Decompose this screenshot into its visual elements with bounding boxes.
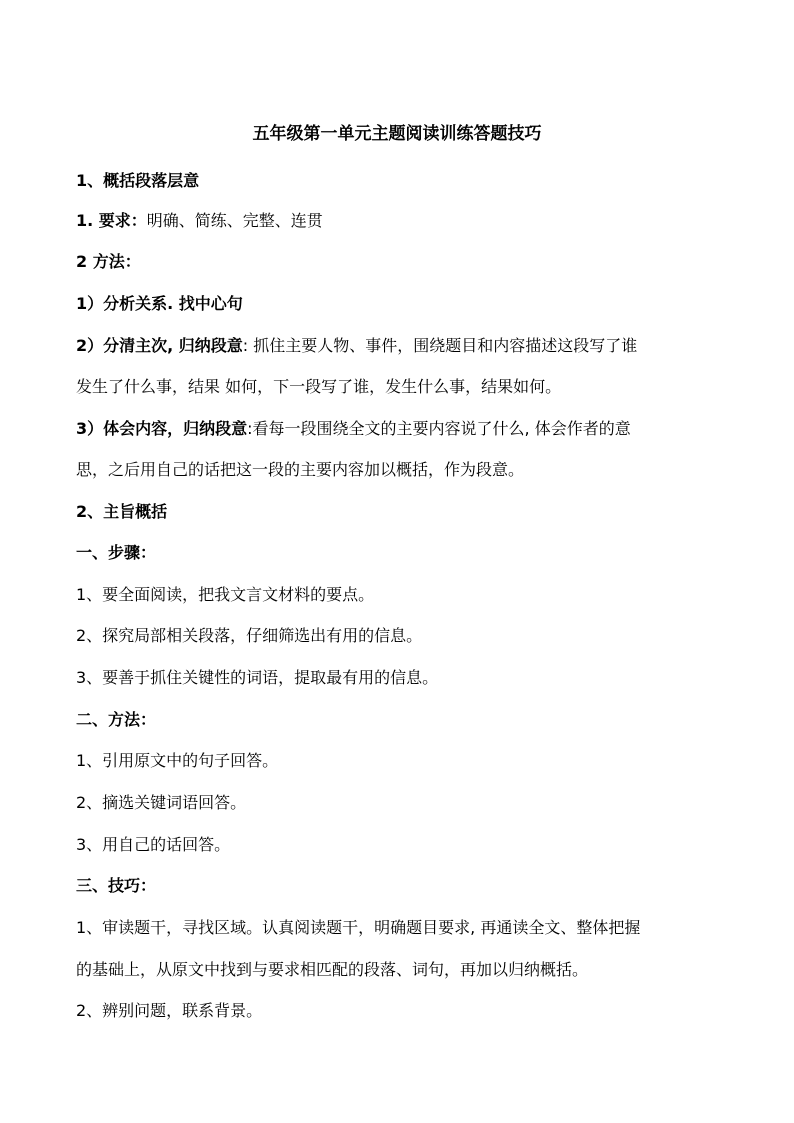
skills-heading: 三、技巧： <box>76 876 157 895</box>
method-label: 2 方法： <box>76 252 141 271</box>
method-2-line-2: 发生了什么事，结果 如何，下一段写了谁，发生什么事，结果如何。 <box>76 377 562 396</box>
methods-heading: 二、方法： <box>76 710 157 729</box>
method-3-label: 3）体会内容，归纳段意 <box>76 419 248 438</box>
skill-1-line-1: 1、审读题干，寻找区域。认真阅读题干，明确题目要求, 再通读全文、整体把握 <box>76 918 641 937</box>
method-item-1: 1、引用原文中的句子回答。 <box>76 751 279 770</box>
method-3-text-a: :看每一段围绕全文的主要内容说了什么, 体会作者的意 <box>247 419 631 438</box>
method-3-line-1 <box>76 418 726 440</box>
method-1: 1）分析关系. 找中心句 <box>76 294 243 313</box>
method-2-line-1 <box>76 335 726 357</box>
requirement-text: 明确、简练、完整、连贯 <box>146 211 323 230</box>
method-2-label: 2）分清主次, 归纳段意 <box>76 336 243 355</box>
step-1: 1、要全面阅读，把我文言文材料的要点。 <box>76 585 375 604</box>
document-title: 五年级第一单元主题阅读训练答题技巧 <box>252 124 542 144</box>
step-2: 2、探究局部相关段落，仔细筛选出有用的信息。 <box>76 626 423 645</box>
method-2-text-a: : 抓住主要人物、事件，围绕题目和内容描述这段写了谁 <box>242 336 638 355</box>
requirement-line <box>76 210 726 232</box>
requirement-label: 1. 要求： <box>76 211 147 230</box>
step-3: 3、要善于抓住关键性的词语，提取最有用的信息。 <box>76 668 439 687</box>
steps-heading: 一、步骤： <box>76 543 157 562</box>
method-item-2: 2、摘选关键词语回答。 <box>76 793 247 812</box>
skill-2: 2、辨别问题，联系背景。 <box>76 1001 263 1020</box>
method-3-line-2: 思，之后用自己的话把这一段的主要内容加以概括，作为段意。 <box>76 460 525 479</box>
section-heading-summary: 1、概括段落层意 <box>76 171 200 190</box>
skill-1-line-2: 的基础上，从原文中找到与要求相匹配的段落、词句，再加以归纳概括。 <box>76 960 589 979</box>
section-heading-theme: 2、主旨概括 <box>76 502 168 521</box>
method-item-3: 3、用自己的话回答。 <box>76 835 231 854</box>
